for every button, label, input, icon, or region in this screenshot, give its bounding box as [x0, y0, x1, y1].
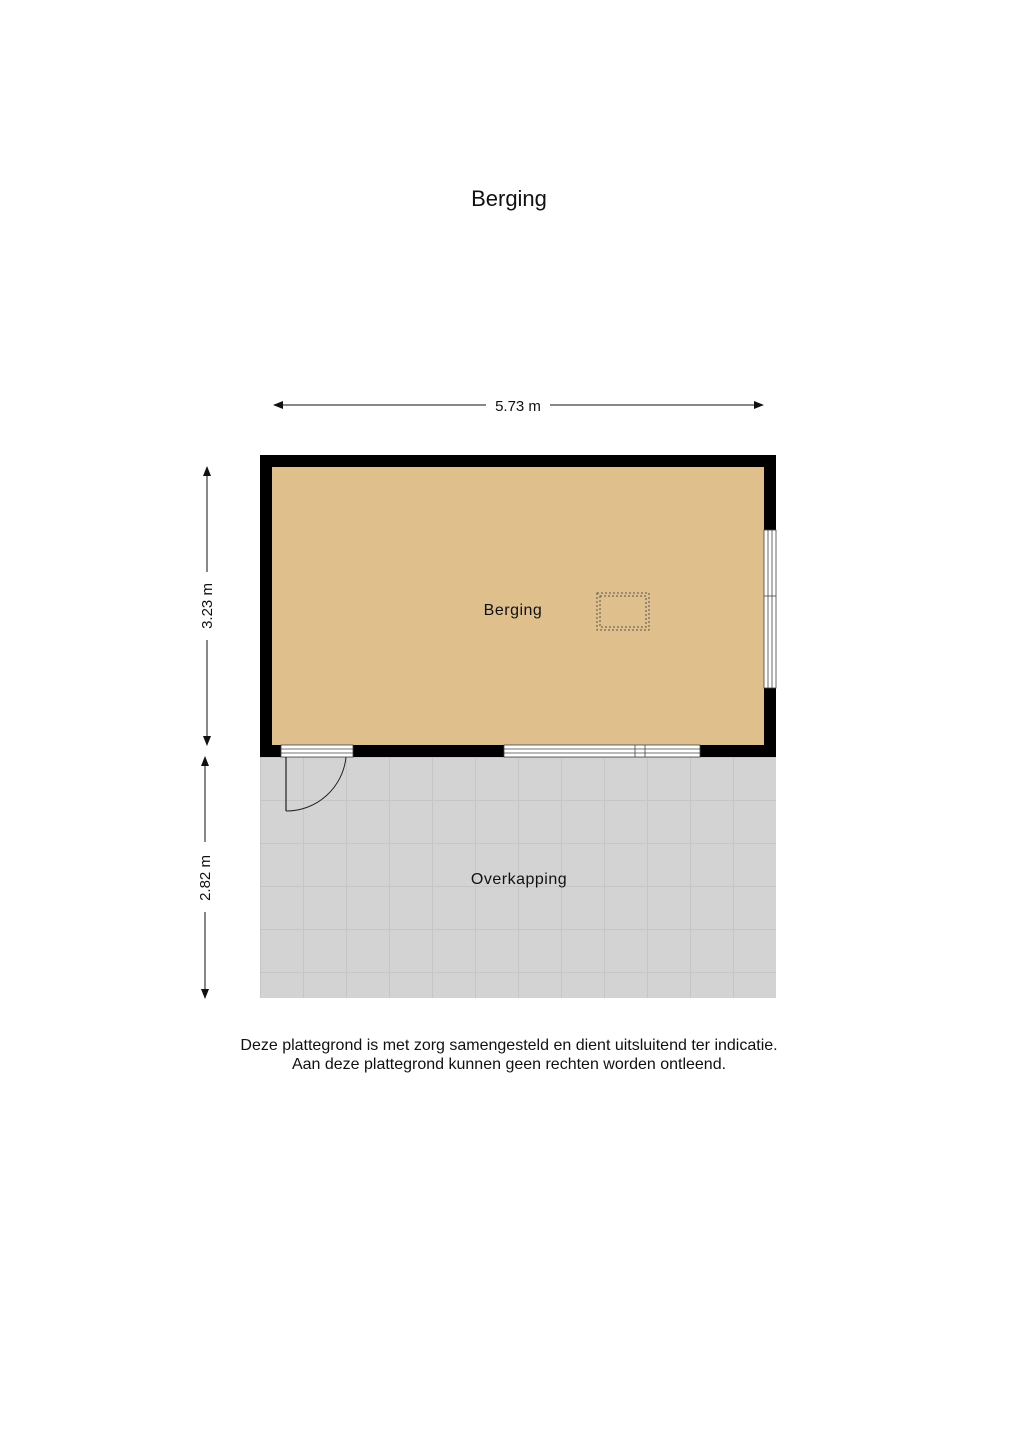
room-label-overkapping: Overkapping	[470, 871, 568, 888]
dimension-height-room-label: 3.23 m	[199, 583, 216, 629]
disclaimer	[0, 1036, 1018, 1074]
dimension-height-overkapping	[197, 757, 214, 998]
page-title: Berging	[471, 186, 547, 211]
room-label-berging: Berging	[483, 602, 543, 619]
disclaimer-line-1: Deze plattegrond is met zorg samengesteld en dient uitsluitend ter indicatie.	[240, 1037, 778, 1054]
window-south	[504, 745, 700, 757]
dimension-width-label: 5.73 m	[495, 398, 541, 415]
window-east	[764, 530, 776, 688]
dimension-width	[274, 398, 763, 415]
dimension-height-overkapping-label: 2.82 m	[197, 855, 214, 901]
disclaimer-line-2: Aan deze plattegrond kunnen geen rechten worden ontleend.	[291, 1056, 727, 1073]
dimension-height-room	[199, 467, 216, 745]
